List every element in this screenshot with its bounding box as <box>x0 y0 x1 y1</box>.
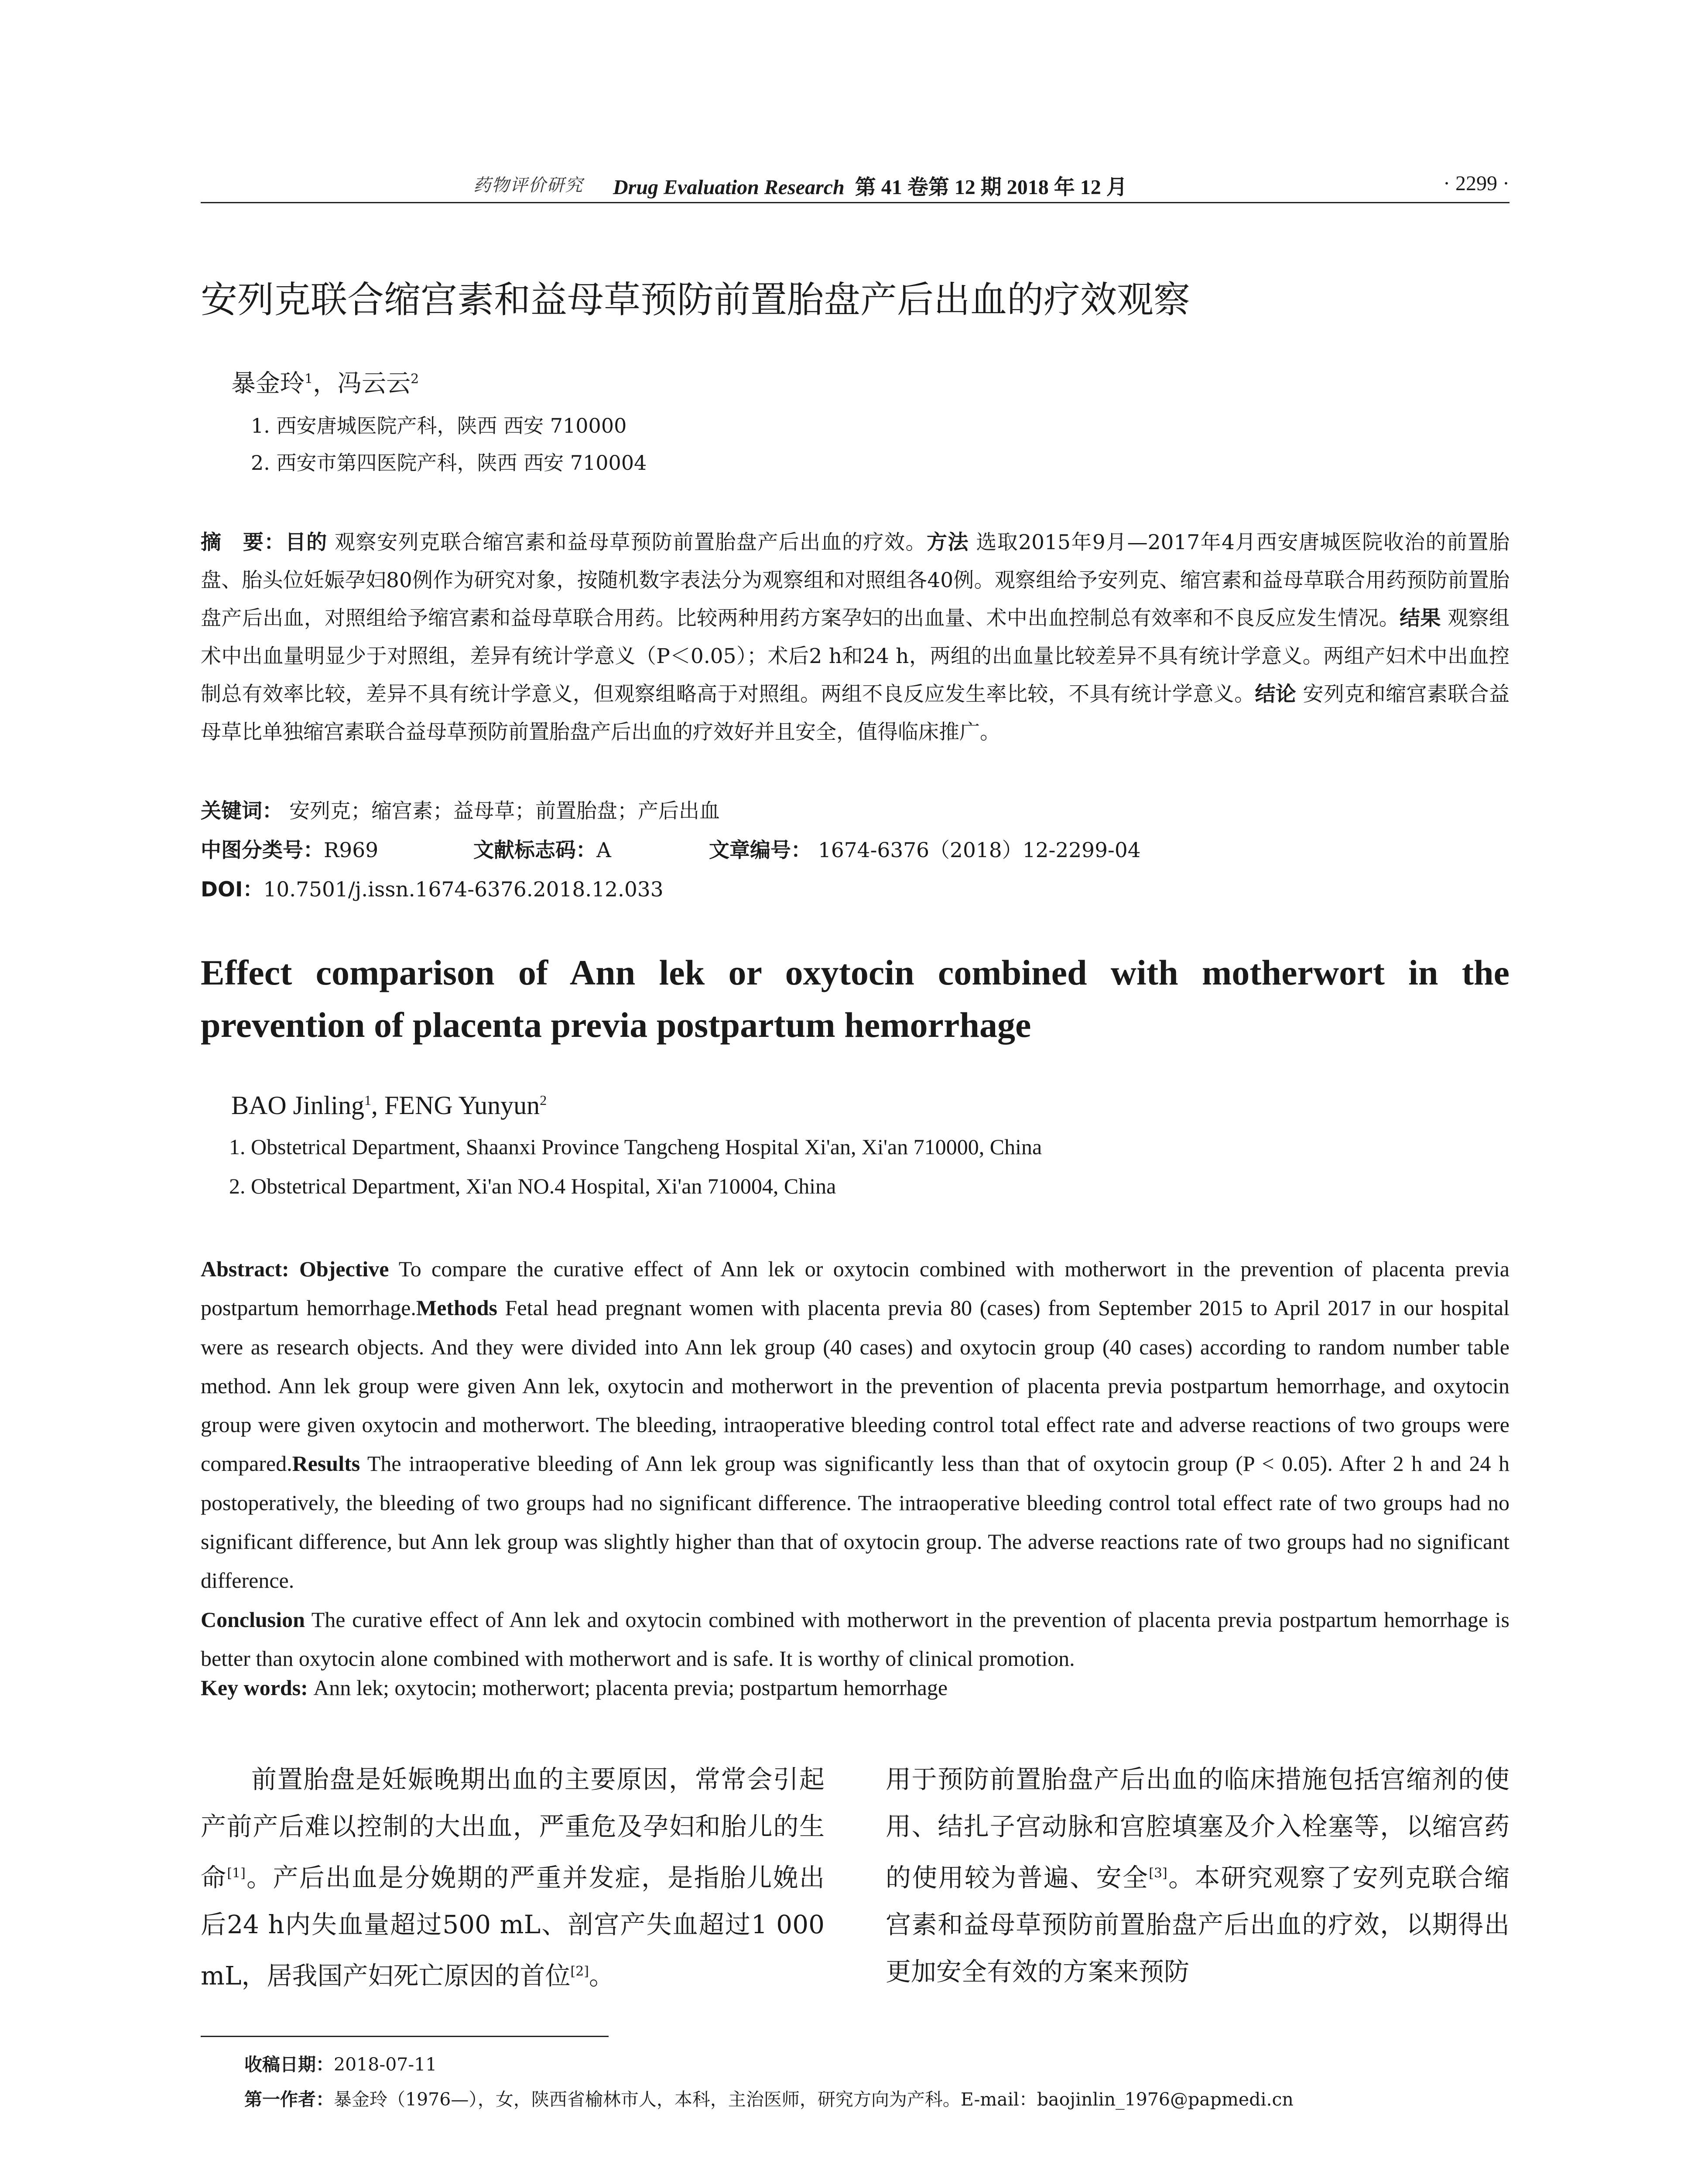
abstract-en <box>201 1250 1509 1678</box>
doc-code-line <box>473 834 611 863</box>
citation-ref: [3] <box>1149 1866 1167 1881</box>
methods-label: Methods <box>416 1296 498 1320</box>
conclusion-text: 安列克和缩宫素联合益母草比单独缩宫素联合益母草预防前置胎盘产后出血的疗效好并且安全，值得临床推广。 <box>201 682 1509 744</box>
conclusion-label: Conclusion <box>201 1607 305 1632</box>
results-text: The intraoperative bleeding of Ann lek group was significantly less than that of oxytocin group (P < 0.05). After 2 h and 24 h postoperatively, the bleeding of two groups had no significant difference. The intraoperative bleeding control total effect rate of two groups had no significant difference, but Ann lek group was slightly higher than that of oxytocin group. The adverse reactions rate of two groups had no significant difference. <box>201 1451 1509 1593</box>
first-author-value: 暴金玲（1976—），女，陕西省榆林市人，本科，主治医师，研究方向为产科。E-mail：baojinlin_1976@papmedi.cn <box>334 2089 1294 2110</box>
author-name: 冯云云 <box>337 369 411 398</box>
received-label: 收稿日期： <box>244 2054 334 2075</box>
objective-text: 观察安列克联合缩宫素和益母草预防前置胎盘产后出血的疗效。 <box>327 530 927 554</box>
body-text: 。 <box>589 1961 615 1991</box>
body-column-left <box>201 1756 825 2000</box>
author-name: FENG Yunyun <box>384 1091 540 1120</box>
keywords-text: Ann lek; oxytocin; motherwort; placenta previa; postpartum hemorrhage <box>313 1675 948 1700</box>
clc-label: 中图分类号： <box>201 838 324 862</box>
doi-label: DOI： <box>201 878 264 902</box>
affiliation-cn-1: 1. 西安唐城医院产科，陕西 西安 710000 <box>251 414 627 438</box>
doc-code-label: 文献标志码： <box>473 838 596 862</box>
article-title-en: Effect comparison of Ann lek or oxytocin combined with motherwort in the prevention of placenta previa postpartum hemorrhage <box>201 953 1509 1045</box>
affiliation-en-1: 1. Obstetrical Department, Shaanxi Province Tangcheng Hospital Xi'an, Xi'an 710000, China <box>229 1135 1042 1159</box>
author-separator: ， <box>313 369 338 398</box>
journal-name: Drug Evaluation Research <box>613 176 845 199</box>
results-text: 观察组术中出血量明显少于对照组，差异有统计学意义（P＜0.05）；术后2 h和24 h，两组的出血量比较差异不具有统计学意义。两组产妇术中出血控制总有效率比较，差异不具有统计学意义，但观察组略高于对照组。两组不良反应发生率比较，不具有统计学意义。 <box>201 606 1509 706</box>
affiliation-mark: 2 <box>540 1092 547 1108</box>
methods-label: 方法 <box>927 530 969 554</box>
first-author-note <box>244 2085 1294 2111</box>
authors-en <box>231 1090 547 1121</box>
doi-line <box>201 873 664 902</box>
body-text: 用于预防前置胎盘产后出血的临床措施包括宫缩剂的使用、结扎子宫动脉和宫腔填塞及介入栓塞等，以缩宫药的使用较为普遍、安全 <box>886 1764 1509 1893</box>
keywords-cn <box>201 795 720 824</box>
page-number: · 2299 · <box>1443 172 1509 195</box>
body-text: 前置胎盘是妊娠晚期出血的主要原因，常常会引起产前产后难以控制的大出血，严重危及孕妇和胎儿的生命 <box>201 1764 825 1893</box>
affiliation-cn-2: 2. 西安市第四医院产科，陕西 西安 710004 <box>251 451 647 475</box>
affiliation-mark: 1 <box>364 1092 372 1108</box>
author-name: 暴金玲 <box>231 369 305 398</box>
methods-text: 选取2015年9月—2017年4月西安唐城医院收治的前置胎盘、胎头位妊娠孕妇80例作为研究对象，按随机数字表法分为观察组和对照组各40例。观察组给予安列克、缩宫素和益母草联合用药预防前置胎盘产后出血，对照组给予缩宫素和益母草联合用药。比较两种用药方案孕妇的出血量、术中出血控制总有效率和不良反应发生情况。 <box>201 530 1510 630</box>
doi-value: 10.7501/j.issn.1674-6376.2018.12.033 <box>263 878 664 902</box>
article-no-line <box>709 834 1141 863</box>
body-column-right <box>886 1756 1509 1995</box>
objective-label: Objective <box>299 1257 389 1281</box>
citation-ref: [1] <box>227 1866 246 1881</box>
objective-text: To compare the curative effect of Ann lek or oxytocin combined with motherwort in the prevention of placenta previa postpartum hemorrhage. <box>201 1257 1509 1320</box>
abstract-label: Abstract: <box>201 1257 299 1281</box>
clc-value: R969 <box>324 838 379 862</box>
article-no-label: 文章编号： <box>709 838 811 862</box>
running-header <box>201 168 1509 203</box>
journal-logo: 药物评价研究 <box>473 175 583 195</box>
authors-cn <box>231 364 419 399</box>
author-name: BAO Jinling <box>231 1091 365 1120</box>
keywords-text: 安列克；缩宫素；益母草；前置胎盘；产后出血 <box>289 799 720 823</box>
author-separator: , <box>371 1091 385 1120</box>
received-value: 2018-07-11 <box>334 2054 437 2075</box>
first-author-label: 第一作者： <box>244 2089 334 2110</box>
body-text: 。产后出血是分娩期的严重并发症，是指胎儿娩出后24 h内失血量超过500 mL、剖宫产失血超过1 000 mL，居我国产妇死亡原因的首位 <box>201 1863 825 1991</box>
body-text: 。本研究观察了安列克联合缩宫素和益母草预防前置胎盘产后出血的疗效，以期得出更加安全有效的方案来预防 <box>886 1863 1509 1987</box>
conclusion-label: 结论 <box>1255 682 1297 706</box>
methods-text: Fetal head pregnant women with placenta previa 80 (cases) from September 2015 to April 2017 in our hospital were as research objects. And they were divided into Ann lek group (40 cases) and oxytocin group (40 cases) according to random number table method. Ann lek group were given Ann lek, oxytocin and motherwort in the prevention of placenta previa postpartum hemorrhage, and oxytocin group were given oxytocin and motherwort. The bleeding, intraoperative bleeding control total effect rate and adverse reactions of two groups were compared. <box>201 1296 1509 1476</box>
journal-info <box>613 170 1127 200</box>
classification-line <box>201 834 378 863</box>
doc-code-value: A <box>596 838 611 862</box>
results-label: 结果 <box>1400 606 1441 630</box>
conclusion-text: The curative effect of Ann lek and oxytocin combined with motherwort in the prevention of placenta previa postpartum hemorrhage is better than oxytocin alone combined with motherwort and is safe. It is worthy of clinical promotion. <box>201 1607 1509 1671</box>
footnote-rule <box>201 2036 609 2037</box>
results-label: Results <box>292 1451 360 1476</box>
issue-info: 第 41 卷第 12 期 2018 年 12 月 <box>855 176 1127 199</box>
keywords-en <box>201 1675 948 1700</box>
keywords-label: 关键词： <box>201 799 283 823</box>
objective-label: 目的 <box>285 530 328 554</box>
header-rule <box>201 202 1509 203</box>
affiliation-en-2: 2. Obstetrical Department, Xi'an NO.4 Hospital, Xi'an 710004, China <box>229 1174 836 1198</box>
abstract-cn <box>201 523 1509 751</box>
citation-ref: [2] <box>570 1964 589 1979</box>
article-title-cn: 安列克联合缩宫素和益母草预防前置胎盘产后出血的疗效观察 <box>201 278 1191 321</box>
article-no-value: 1674-6376（2018）12-2299-04 <box>818 838 1141 862</box>
affiliation-mark: 1 <box>305 371 313 387</box>
keywords-label: Key words: <box>201 1675 314 1700</box>
abstract-label: 摘 要： <box>201 530 285 554</box>
received-date <box>244 2050 437 2076</box>
affiliation-mark: 2 <box>411 371 419 387</box>
